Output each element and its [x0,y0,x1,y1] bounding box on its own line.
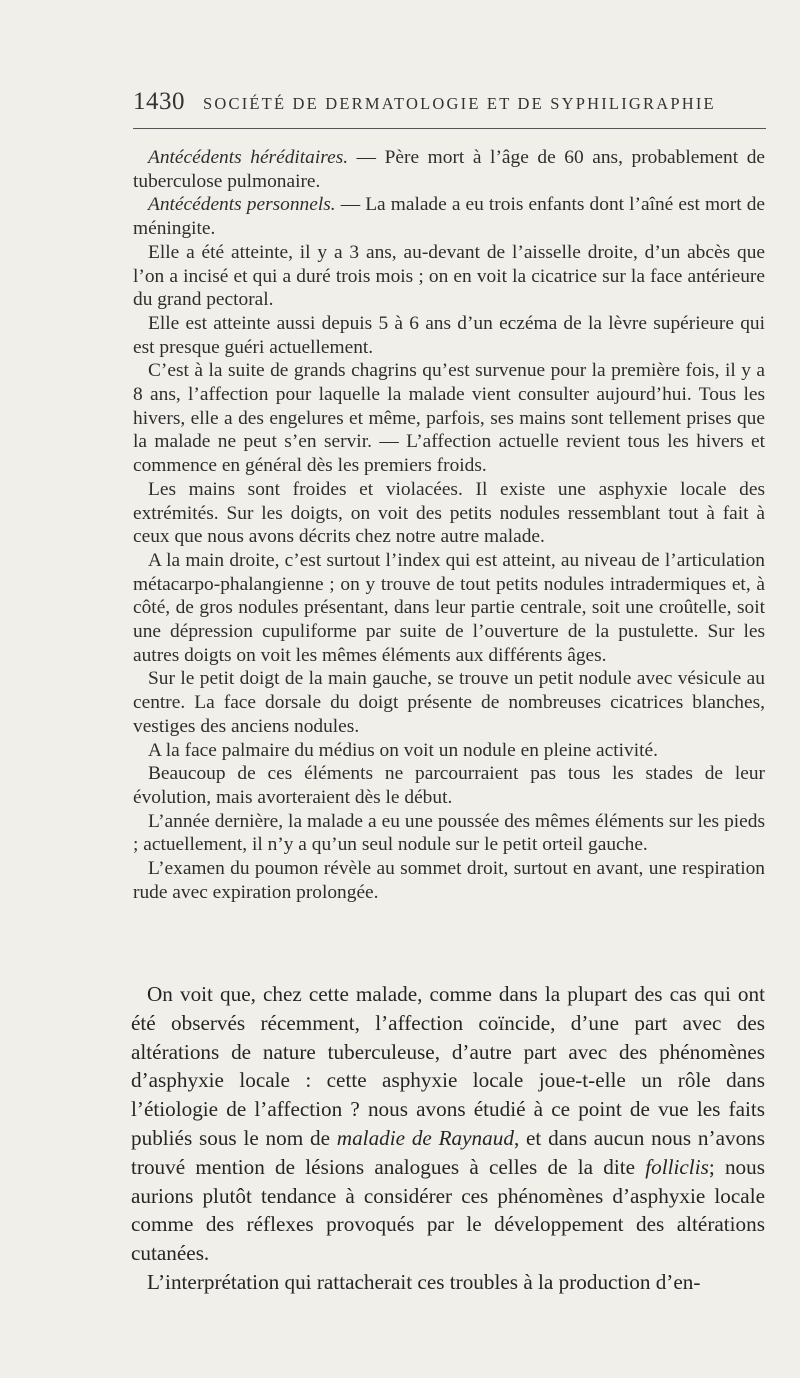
paragraph-text: — La malade a eu trois enfants dont l’aîné est mort de méningite. [133,194,765,240]
paragraph: L’interprétation qui rattacherait ces troubles à la production d’en- [147,1269,701,1294]
paragraph: A la face palmaire du médius on voit un nodule en pleine activité. [148,739,658,761]
page-number: 1430 [133,88,185,115]
paragraph: L’examen du poumon révèle au sommet droit, surtout en avant, une respiration rude avec expiration prolongée. [133,858,765,903]
header-rule [133,128,766,129]
paragraph-text: ; nous aurions plutôt tendance à considérer ces phénomènes d’asphyxie locale comme des réflexes provoqués par le développement des altérations cutanées. [131,1154,765,1266]
paragraph: Les mains sont froides et violacées. Il existe une asphyxie locale des extrémités. Sur les doigts, on voit des petits nodules ressemblant tout à fait à ceux que nous avons décrits chez notre autre malade. [133,478,765,548]
paragraph: Elle a été atteinte, il y a 3 ans, au-devant de l’aisselle droite, d’un abcès que l’on a incisé et qui a duré trois mois ; on en voit la cicatrice sur la face antérieure du grand pectoral. [133,241,765,311]
paragraph [133,193,765,240]
paragraph-text: , et dans aucun nous n’avons trouvé mention de lésions analogues à celles de la dite [131,1125,765,1179]
italic-term: folliclis [645,1154,709,1179]
section-label: Antécédents héréditaires. [148,147,349,168]
paragraph: Elle est atteinte aussi depuis 5 à 6 ans d’un eczéma de la lèvre supérieure qui est presque guéri actuellement. [133,312,765,358]
paragraph: A la main droite, c’est surtout l’index qui est atteint, au niveau de l’articulation métacarpo-phalangienne ; on y trouve de tout petits nodules intradermiques et, à côté, de gros nodules présentant, dans leur partie centrale, soit une croûtelle, soit une dépression cupuliforme par suite de l’ouverture de la pustulette. Sur les autres doigts on voit les mêmes éléments aux différents âges. [133,549,765,666]
page-header [133,88,768,116]
paragraph-text: — Père mort à l’âge de 60 ans, probablement de tuberculose pulmonaire. [133,147,765,192]
section-label: Antécédents personnels. [148,194,336,216]
paragraph [133,146,765,193]
case-report [133,146,765,905]
paragraph: Sur le petit doigt de la main gauche, se trouve un petit nodule avec vésicule au centre. La face dorsale du doigt présente de nombreuses cicatrices blanches, vestiges des anciens nodules. [133,668,765,737]
running-title: SOCIÉTÉ DE DERMATOLOGIE ET DE SYPHILIGRAPHIE [203,94,716,113]
paragraph: L’année dernière, la malade a eu une poussée des mêmes éléments sur les pieds ; actuellement, il n’y a qu’un seul nodule sur le petit orteil gauche. [133,810,765,856]
discussion [131,980,765,1297]
paragraph: C’est à la suite de grands chagrins qu’est survenue pour la première fois, il y a 8 ans, l’affection pour laquelle la malade vient consulter aujourd’hui. Tous les hivers, elle a des engelures et même, parfois, ses mains sont tellement prises que la malade ne peut s’en servir. — L’affection actuelle revient tous les hivers et commence en général dès les premiers froids. [133,360,765,477]
italic-term: maladie de Raynaud [336,1125,514,1150]
paragraph-text: On voit que, chez cette malade, comme dans la plupart des cas qui ont été observés récemment, l’affection coïncide, d’une part avec des altérations de nature tuberculeuse, d’autre part avec des phénomènes d’asphyxie locale : cette asphyxie locale joue-t-elle un rôle dans l’étiologie de l’affection ? nous avons étudié à ce point de vue les faits publiés sous le nom de [131,982,765,1150]
paragraph: Beaucoup de ces éléments ne parcourraient pas tous les stades de leur évolution, mais avorteraient dès le début. [133,763,765,808]
paragraph [131,980,765,1268]
